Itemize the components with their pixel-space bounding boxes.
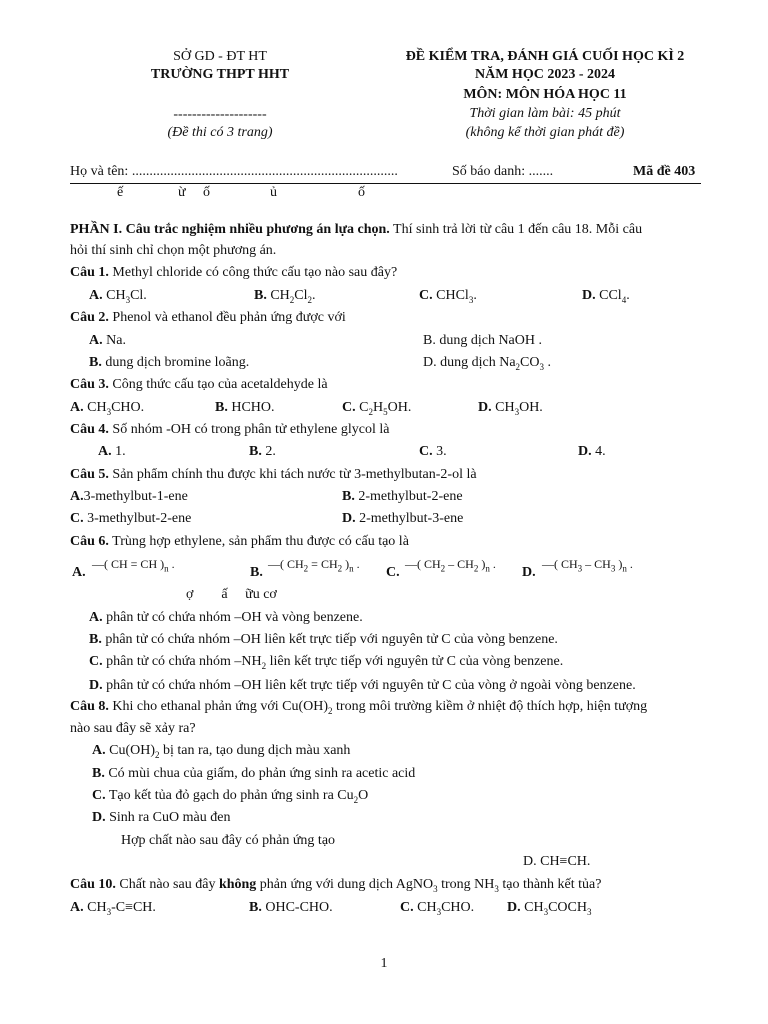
candidate-number-label: Số báo danh: ....... [452, 164, 554, 179]
q10-option-b: B. OHC-CHO. [249, 900, 333, 915]
q6-option-a: A. [72, 565, 86, 580]
question-10: Câu 10. Chất nào sau đây không phản ứng với dung dịch AgNO$_3$ trong $NH_3$ tạo thành kết tủa? [70, 877, 602, 894]
q10-option-d: D. $CH_3COCH_3$ [507, 900, 592, 917]
q7-option-a: A. phân tử có chứa nhóm –OH và vòng benzene. [89, 610, 363, 625]
q6-formula-c: —( $CH_2 - CH_2$ )$_n$ . [405, 557, 496, 574]
stray-char: ừ [178, 185, 186, 200]
q6-formula-b: —( $CH_2 = CH_2$ )$_n$ . [268, 557, 360, 574]
q4-option-b: B. 2. [249, 444, 276, 459]
subject: MÔN: MÔN HÓA HỌC 11 [463, 87, 627, 102]
school-name: TRƯỜNG THPT HHT [150, 67, 290, 82]
question-4: Câu 4. Số nhóm -OH có trong phân tử ethylene glycol là [70, 422, 390, 437]
time-note: (không kể thời gian phát đề) [465, 125, 625, 140]
q4-option-a: A. 1. [98, 444, 126, 459]
q3-option-a: A. $CH_3CHO$. [70, 400, 145, 417]
q2-option-a: A. Na. [89, 333, 126, 348]
q1-option-c: C. CHCl$_3$. [419, 288, 477, 305]
question-5: Câu 5. Sản phẩm chính thu được khi tách nước từ 3-methylbutan-2-ol là [70, 467, 477, 482]
q8-option-c: C. Tạo kết tủa đỏ gạch do phản ứng sinh ra $Cu_2O$ [92, 788, 369, 805]
q5-option-a: A.3-methylbut-1-ene [70, 489, 188, 504]
q1-option-d: D. CCl$_4$. [582, 288, 630, 305]
exam-code: Mã đề 403 [633, 164, 696, 179]
page-number: 1 [380, 956, 388, 971]
question-2: Câu 2. Phenol và ethanol đều phản ứng được với [70, 310, 346, 325]
question-1: Câu 1. Methyl chloride có công thức cấu tạo nào sau đây? [70, 265, 398, 280]
q2-option-d: D. dung dịch $Na_2CO_3$ . [423, 355, 551, 372]
header-rule [70, 183, 701, 184]
q10-option-a: A. $CH_3-C\equiv CH$. [70, 900, 156, 917]
question-9-fragment: Hợp chất nào sau đây có phản ứng tạo [121, 833, 336, 848]
q3-option-d: D. $CH_3OH$. [478, 400, 543, 417]
q1-option-a: A. $CH_3Cl$. [89, 288, 147, 305]
q5-option-c: C. 3-methylbut-2-ene [70, 511, 192, 526]
time-limit: Thời gian làm bài: 45 phút [469, 106, 621, 121]
q6-option-b: B. [250, 565, 263, 580]
q10-option-c: C. $CH_3CHO$. [400, 900, 475, 917]
q3-option-b: B. HCHO. [215, 400, 275, 415]
q5-option-b: B. 2-methylbut-2-ene [342, 489, 463, 504]
question-3: Câu 3. Công thức cấu tạo của acetaldehyde là [70, 377, 328, 392]
q7-option-b: B. phân tử có chứa nhóm –OH liên kết trực tiếp với nguyên tử C của vòng benzene. [89, 632, 558, 647]
q6-formula-a: —( CH = CH )$_n$ . [92, 557, 175, 574]
q8-option-b: B. Có mùi chua của giấm, do phản ứng sinh ra acetic acid [92, 766, 416, 781]
school-department: SỞ GD - ĐT HT [173, 49, 267, 64]
q2-option-c: B. dung dịch bromine loãng. [89, 355, 250, 370]
q5-option-d: D. 2-methylbut-3-ene [342, 511, 464, 526]
q6-option-c: C. [386, 565, 400, 580]
question-8: Câu 8. Khi cho ethanal phản ứng với $Cu(OH)_2$ trong môi trường kiềm ở nhiệt độ thích hợp, hiện tượng [70, 699, 648, 716]
stray-char: ố [358, 185, 365, 200]
school-year: NĂM HỌC 2023 - 2024 [475, 67, 615, 82]
stray-char: ố [203, 185, 210, 200]
q6-formula-d: —( $CH_3 - CH_3$ )$_n$ . [542, 557, 633, 574]
page-count-note: (Đề thi có 3 trang) [167, 125, 273, 140]
q7-option-d: D. phân tử có chứa nhóm –OH liên kết trực tiếp với nguyên tử C của vòng ở ngoài vòng benzene. [89, 678, 636, 693]
exam-title: ĐỀ KIỂM TRA, ĐÁNH GIÁ CUỐI HỌC KÌ 2 [405, 49, 685, 64]
name-field-label: Họ và tên: ............................................................................ [70, 164, 398, 179]
q4-option-c: C. 3. [419, 444, 447, 459]
garbled-fragment: ợ ấ ữu cơ [186, 587, 277, 602]
part1-instruction: hỏi thí sinh chỉ chọn một phương án. [70, 243, 277, 258]
q8-option-d: D. Sinh ra CuO màu đen [92, 810, 231, 825]
q4-option-d: D. 4. [578, 444, 606, 459]
question-8-line2: nào sau đây sẽ xảy ra? [70, 721, 196, 736]
q9-option-d: D. CH≡CH. [523, 854, 591, 869]
part1-heading: PHẦN I. Câu trắc nghiệm nhiều phương án lựa chọn. Thí sinh trả lời từ câu 1 đến câu 18. Mỗi câu [70, 222, 643, 237]
stray-char: ủ [270, 185, 277, 200]
q8-option-a: A. $Cu(OH)_2$ bị tan ra, tạo dung dịch màu xanh [92, 743, 351, 760]
q6-option-d: D. [522, 565, 536, 580]
stray-char: ế [117, 185, 124, 200]
q1-option-b: B. $CH_2Cl_2$. [254, 288, 316, 305]
question-6: Câu 6. Trùng hợp ethylene, sản phẩm thu được có cấu tạo là [70, 534, 409, 549]
q2-option-b: B. dung dịch NaOH . [423, 333, 542, 348]
q7-option-c: C. phân tử có chứa nhóm $-NH_2$ liên kết trực tiếp với nguyên tử C của vòng benzene. [89, 654, 564, 671]
q3-option-c: C. $C_2H_5OH$. [342, 400, 412, 417]
separator-dashes: -------------------- [173, 107, 267, 122]
